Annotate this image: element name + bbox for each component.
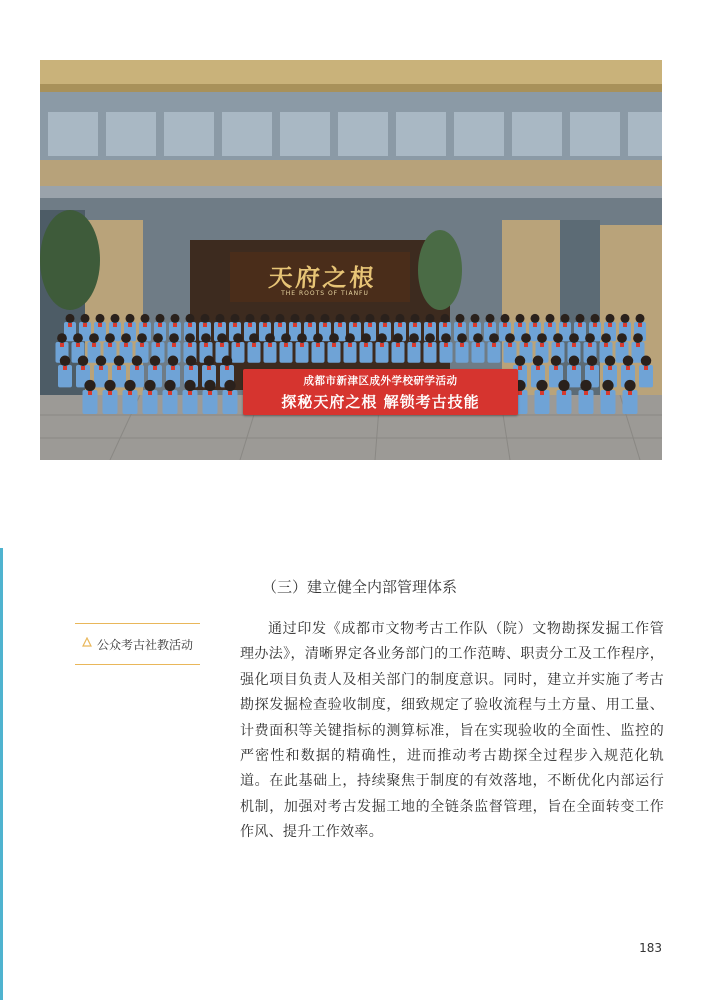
museum-sign-title: 天府之根 bbox=[267, 263, 378, 292]
person-scarf bbox=[117, 366, 121, 370]
person-head bbox=[60, 356, 71, 367]
person-head bbox=[624, 380, 635, 391]
person-scarf bbox=[533, 323, 537, 327]
banner-line-2: 探秘天府之根 解锁考古技能 bbox=[281, 393, 480, 411]
person-scarf bbox=[108, 343, 112, 347]
person-head bbox=[409, 333, 419, 343]
person-scarf bbox=[263, 323, 267, 327]
person-scarf bbox=[220, 343, 224, 347]
person-scarf bbox=[572, 366, 576, 370]
person-scarf bbox=[143, 323, 147, 327]
person-head bbox=[78, 356, 89, 367]
person-scarf bbox=[188, 343, 192, 347]
person-scarf bbox=[188, 323, 192, 327]
person-head bbox=[73, 333, 83, 343]
person-head bbox=[486, 314, 495, 323]
person-head bbox=[576, 314, 585, 323]
person-scarf bbox=[173, 323, 177, 327]
person-head bbox=[377, 333, 387, 343]
person-scarf bbox=[189, 366, 193, 370]
person-head bbox=[104, 380, 115, 391]
person-head bbox=[201, 314, 210, 323]
person-scarf bbox=[572, 343, 576, 347]
person-head bbox=[66, 314, 75, 323]
person-scarf bbox=[488, 323, 492, 327]
person-scarf bbox=[562, 391, 566, 395]
person-head bbox=[521, 333, 531, 343]
person-scarf bbox=[233, 323, 237, 327]
person-head bbox=[144, 380, 155, 391]
person-head bbox=[441, 314, 450, 323]
page-number: 183 bbox=[639, 941, 662, 955]
person-scarf bbox=[113, 323, 117, 327]
person-head bbox=[168, 356, 179, 367]
person-head bbox=[222, 356, 233, 367]
body-paragraph: 通过印发《成都市文物考古工作队（院）文物勘探发掘工作管理办法》，清晰界定各业务部门的工作范畴、职责分工及工作程序，强化项目负责人及相关部门的制度意识。同时，建立并实施了考古勘探发掘检查验收制度，细致规定了验收流程与土方量、用工量、计费面积等关键指标的测算标准，旨在实现验收的全面性、监控的严密性和数据的精确性，进而推动考古勘探全过程步入规范化轨道。在此基础上，持续聚焦于制度的有效落地，不断优化内部运行机制，加强对考古发掘工地的全链条监督管理，旨在全面转变工作作风、提升工作效率。 bbox=[240, 621, 664, 841]
person-head bbox=[396, 314, 405, 323]
person-head bbox=[345, 333, 355, 343]
person-scarf bbox=[76, 343, 80, 347]
person-scarf bbox=[540, 343, 544, 347]
person-scarf bbox=[556, 343, 560, 347]
person-head bbox=[246, 314, 255, 323]
person-scarf bbox=[168, 391, 172, 395]
person-head bbox=[536, 380, 547, 391]
person-scarf bbox=[492, 343, 496, 347]
person-head bbox=[602, 380, 613, 391]
person-head bbox=[169, 333, 179, 343]
page-edge-accent-bar bbox=[0, 548, 3, 1000]
person-scarf bbox=[88, 391, 92, 395]
person-head bbox=[132, 356, 143, 367]
person-head bbox=[249, 333, 259, 343]
person-head bbox=[276, 314, 285, 323]
person-scarf bbox=[293, 323, 297, 327]
person-scarf bbox=[518, 323, 522, 327]
person-head bbox=[591, 314, 600, 323]
person-scarf bbox=[225, 366, 229, 370]
person-head bbox=[141, 314, 150, 323]
person-head bbox=[186, 314, 195, 323]
person-head bbox=[516, 314, 525, 323]
person-head bbox=[425, 333, 435, 343]
museum-sign-subtitle: THE ROOTS OF TIANFU bbox=[281, 290, 369, 297]
person-scarf bbox=[218, 323, 222, 327]
person-head bbox=[313, 333, 323, 343]
person-scarf bbox=[208, 391, 212, 395]
person-scarf bbox=[171, 366, 175, 370]
person-head bbox=[505, 333, 515, 343]
person-scarf bbox=[81, 366, 85, 370]
person-scarf bbox=[300, 343, 304, 347]
person-head bbox=[184, 380, 195, 391]
person-scarf bbox=[284, 343, 288, 347]
person-head bbox=[623, 356, 634, 367]
person-scarf bbox=[207, 366, 211, 370]
person-scarf bbox=[590, 366, 594, 370]
person-scarf bbox=[518, 391, 522, 395]
person-scarf bbox=[158, 323, 162, 327]
person-head bbox=[265, 333, 275, 343]
person-scarf bbox=[620, 343, 624, 347]
person-head bbox=[137, 333, 147, 343]
person-head bbox=[171, 314, 180, 323]
person-head bbox=[217, 333, 227, 343]
person-head bbox=[261, 314, 270, 323]
person-scarf bbox=[473, 323, 477, 327]
person-scarf bbox=[578, 323, 582, 327]
caption-top-rule bbox=[75, 623, 200, 624]
person-scarf bbox=[636, 343, 640, 347]
person-head bbox=[489, 333, 499, 343]
person-head bbox=[297, 333, 307, 343]
person-scarf bbox=[236, 343, 240, 347]
person-head bbox=[457, 333, 467, 343]
person-head bbox=[587, 356, 598, 367]
person-head bbox=[569, 356, 580, 367]
person-head bbox=[57, 333, 67, 343]
person-scarf bbox=[536, 366, 540, 370]
group-photo bbox=[40, 60, 662, 460]
person-scarf bbox=[308, 323, 312, 327]
person-scarf bbox=[248, 323, 252, 327]
person-scarf bbox=[398, 323, 402, 327]
person-head bbox=[515, 356, 526, 367]
person-head bbox=[204, 380, 215, 391]
person-head bbox=[121, 333, 131, 343]
event-banner bbox=[243, 369, 518, 415]
person-head bbox=[204, 356, 215, 367]
person-head bbox=[621, 314, 630, 323]
person-head bbox=[617, 333, 627, 343]
person-head bbox=[633, 333, 643, 343]
person-head bbox=[585, 333, 595, 343]
person-scarf bbox=[98, 323, 102, 327]
person-head bbox=[531, 314, 540, 323]
person-head bbox=[601, 333, 611, 343]
person-head bbox=[96, 314, 105, 323]
person-head bbox=[558, 380, 569, 391]
person-scarf bbox=[278, 323, 282, 327]
person-head bbox=[546, 314, 555, 323]
person-head bbox=[231, 314, 240, 323]
person-scarf bbox=[604, 343, 608, 347]
person-head bbox=[224, 380, 235, 391]
person-scarf bbox=[606, 391, 610, 395]
person-scarf bbox=[135, 366, 139, 370]
person-head bbox=[216, 314, 225, 323]
banner-line-1: 成都市新津区成外学校研学活动 bbox=[303, 375, 458, 387]
person-scarf bbox=[153, 366, 157, 370]
person-head bbox=[111, 314, 120, 323]
person-head bbox=[81, 314, 90, 323]
person-head bbox=[636, 314, 645, 323]
person-scarf bbox=[128, 391, 132, 395]
person-scarf bbox=[60, 343, 64, 347]
person-scarf bbox=[364, 343, 368, 347]
person-head bbox=[605, 356, 616, 367]
person-scarf bbox=[623, 323, 627, 327]
caption-bottom-rule bbox=[75, 664, 200, 665]
person-scarf bbox=[396, 343, 400, 347]
person-scarf bbox=[608, 366, 612, 370]
person-scarf bbox=[172, 343, 176, 347]
person-head bbox=[537, 333, 547, 343]
person-scarf bbox=[644, 366, 648, 370]
person-head bbox=[361, 333, 371, 343]
person-scarf bbox=[524, 343, 528, 347]
person-scarf bbox=[548, 323, 552, 327]
person-head bbox=[569, 333, 579, 343]
person-head bbox=[441, 333, 451, 343]
person-head bbox=[533, 356, 544, 367]
person-head bbox=[473, 333, 483, 343]
person-scarf bbox=[383, 323, 387, 327]
person-scarf bbox=[563, 323, 567, 327]
section-heading: （三）建立健全内部管理体系 bbox=[262, 578, 458, 596]
person-scarf bbox=[508, 343, 512, 347]
person-scarf bbox=[124, 343, 128, 347]
person-scarf bbox=[316, 343, 320, 347]
person-scarf bbox=[628, 391, 632, 395]
person-head bbox=[321, 314, 330, 323]
caption-label: 公众考古社教活动 bbox=[97, 638, 194, 652]
person-head bbox=[89, 333, 99, 343]
person-scarf bbox=[380, 343, 384, 347]
triangle-icon bbox=[82, 637, 92, 647]
person-scarf bbox=[63, 366, 67, 370]
person-scarf bbox=[92, 343, 96, 347]
person-head bbox=[553, 333, 563, 343]
person-head bbox=[164, 380, 175, 391]
person-scarf bbox=[368, 323, 372, 327]
person-head bbox=[126, 314, 135, 323]
person-scarf bbox=[593, 323, 597, 327]
person-head bbox=[124, 380, 135, 391]
person-head bbox=[185, 333, 195, 343]
person-scarf bbox=[188, 391, 192, 395]
person-scarf bbox=[608, 323, 612, 327]
person-scarf bbox=[268, 343, 272, 347]
person-scarf bbox=[428, 323, 432, 327]
person-head bbox=[606, 314, 615, 323]
person-head bbox=[381, 314, 390, 323]
sidebar-photo-caption bbox=[75, 623, 200, 665]
person-scarf bbox=[348, 343, 352, 347]
person-scarf bbox=[108, 391, 112, 395]
person-head bbox=[186, 356, 197, 367]
person-head bbox=[501, 314, 510, 323]
person-scarf bbox=[353, 323, 357, 327]
person-head bbox=[426, 314, 435, 323]
person-scarf bbox=[68, 323, 72, 327]
person-scarf bbox=[203, 323, 207, 327]
person-scarf bbox=[554, 366, 558, 370]
person-head bbox=[96, 356, 107, 367]
person-scarf bbox=[443, 323, 447, 327]
person-scarf bbox=[540, 391, 544, 395]
person-scarf bbox=[626, 366, 630, 370]
person-scarf bbox=[332, 343, 336, 347]
person-head bbox=[233, 333, 243, 343]
person-scarf bbox=[252, 343, 256, 347]
person-scarf bbox=[518, 366, 522, 370]
person-head bbox=[471, 314, 480, 323]
person-scarf bbox=[204, 343, 208, 347]
person-scarf bbox=[228, 391, 232, 395]
person-head bbox=[156, 314, 165, 323]
person-scarf bbox=[83, 323, 87, 327]
person-head bbox=[306, 314, 315, 323]
person-head bbox=[329, 333, 339, 343]
person-head bbox=[336, 314, 345, 323]
person-head bbox=[201, 333, 211, 343]
person-scarf bbox=[428, 343, 432, 347]
person-head bbox=[580, 380, 591, 391]
person-scarf bbox=[99, 366, 103, 370]
person-head bbox=[561, 314, 570, 323]
person-head bbox=[150, 356, 161, 367]
person-head bbox=[456, 314, 465, 323]
person-head bbox=[366, 314, 375, 323]
person-scarf bbox=[588, 343, 592, 347]
person-head bbox=[281, 333, 291, 343]
person-head bbox=[84, 380, 95, 391]
person-head bbox=[393, 333, 403, 343]
person-scarf bbox=[503, 323, 507, 327]
person-head bbox=[411, 314, 420, 323]
person-scarf bbox=[338, 323, 342, 327]
person-scarf bbox=[584, 391, 588, 395]
person-scarf bbox=[148, 391, 152, 395]
person-scarf bbox=[412, 343, 416, 347]
person-head bbox=[153, 333, 163, 343]
person-head bbox=[351, 314, 360, 323]
person-head bbox=[641, 356, 652, 367]
person-scarf bbox=[128, 323, 132, 327]
person-scarf bbox=[460, 343, 464, 347]
person-scarf bbox=[444, 343, 448, 347]
person-scarf bbox=[323, 323, 327, 327]
person-head bbox=[551, 356, 562, 367]
person-head bbox=[114, 356, 125, 367]
person-head bbox=[105, 333, 115, 343]
person-scarf bbox=[638, 323, 642, 327]
person-head bbox=[291, 314, 300, 323]
person-scarf bbox=[458, 323, 462, 327]
person-scarf bbox=[140, 343, 144, 347]
person-scarf bbox=[476, 343, 480, 347]
person-scarf bbox=[413, 323, 417, 327]
person-scarf bbox=[156, 343, 160, 347]
